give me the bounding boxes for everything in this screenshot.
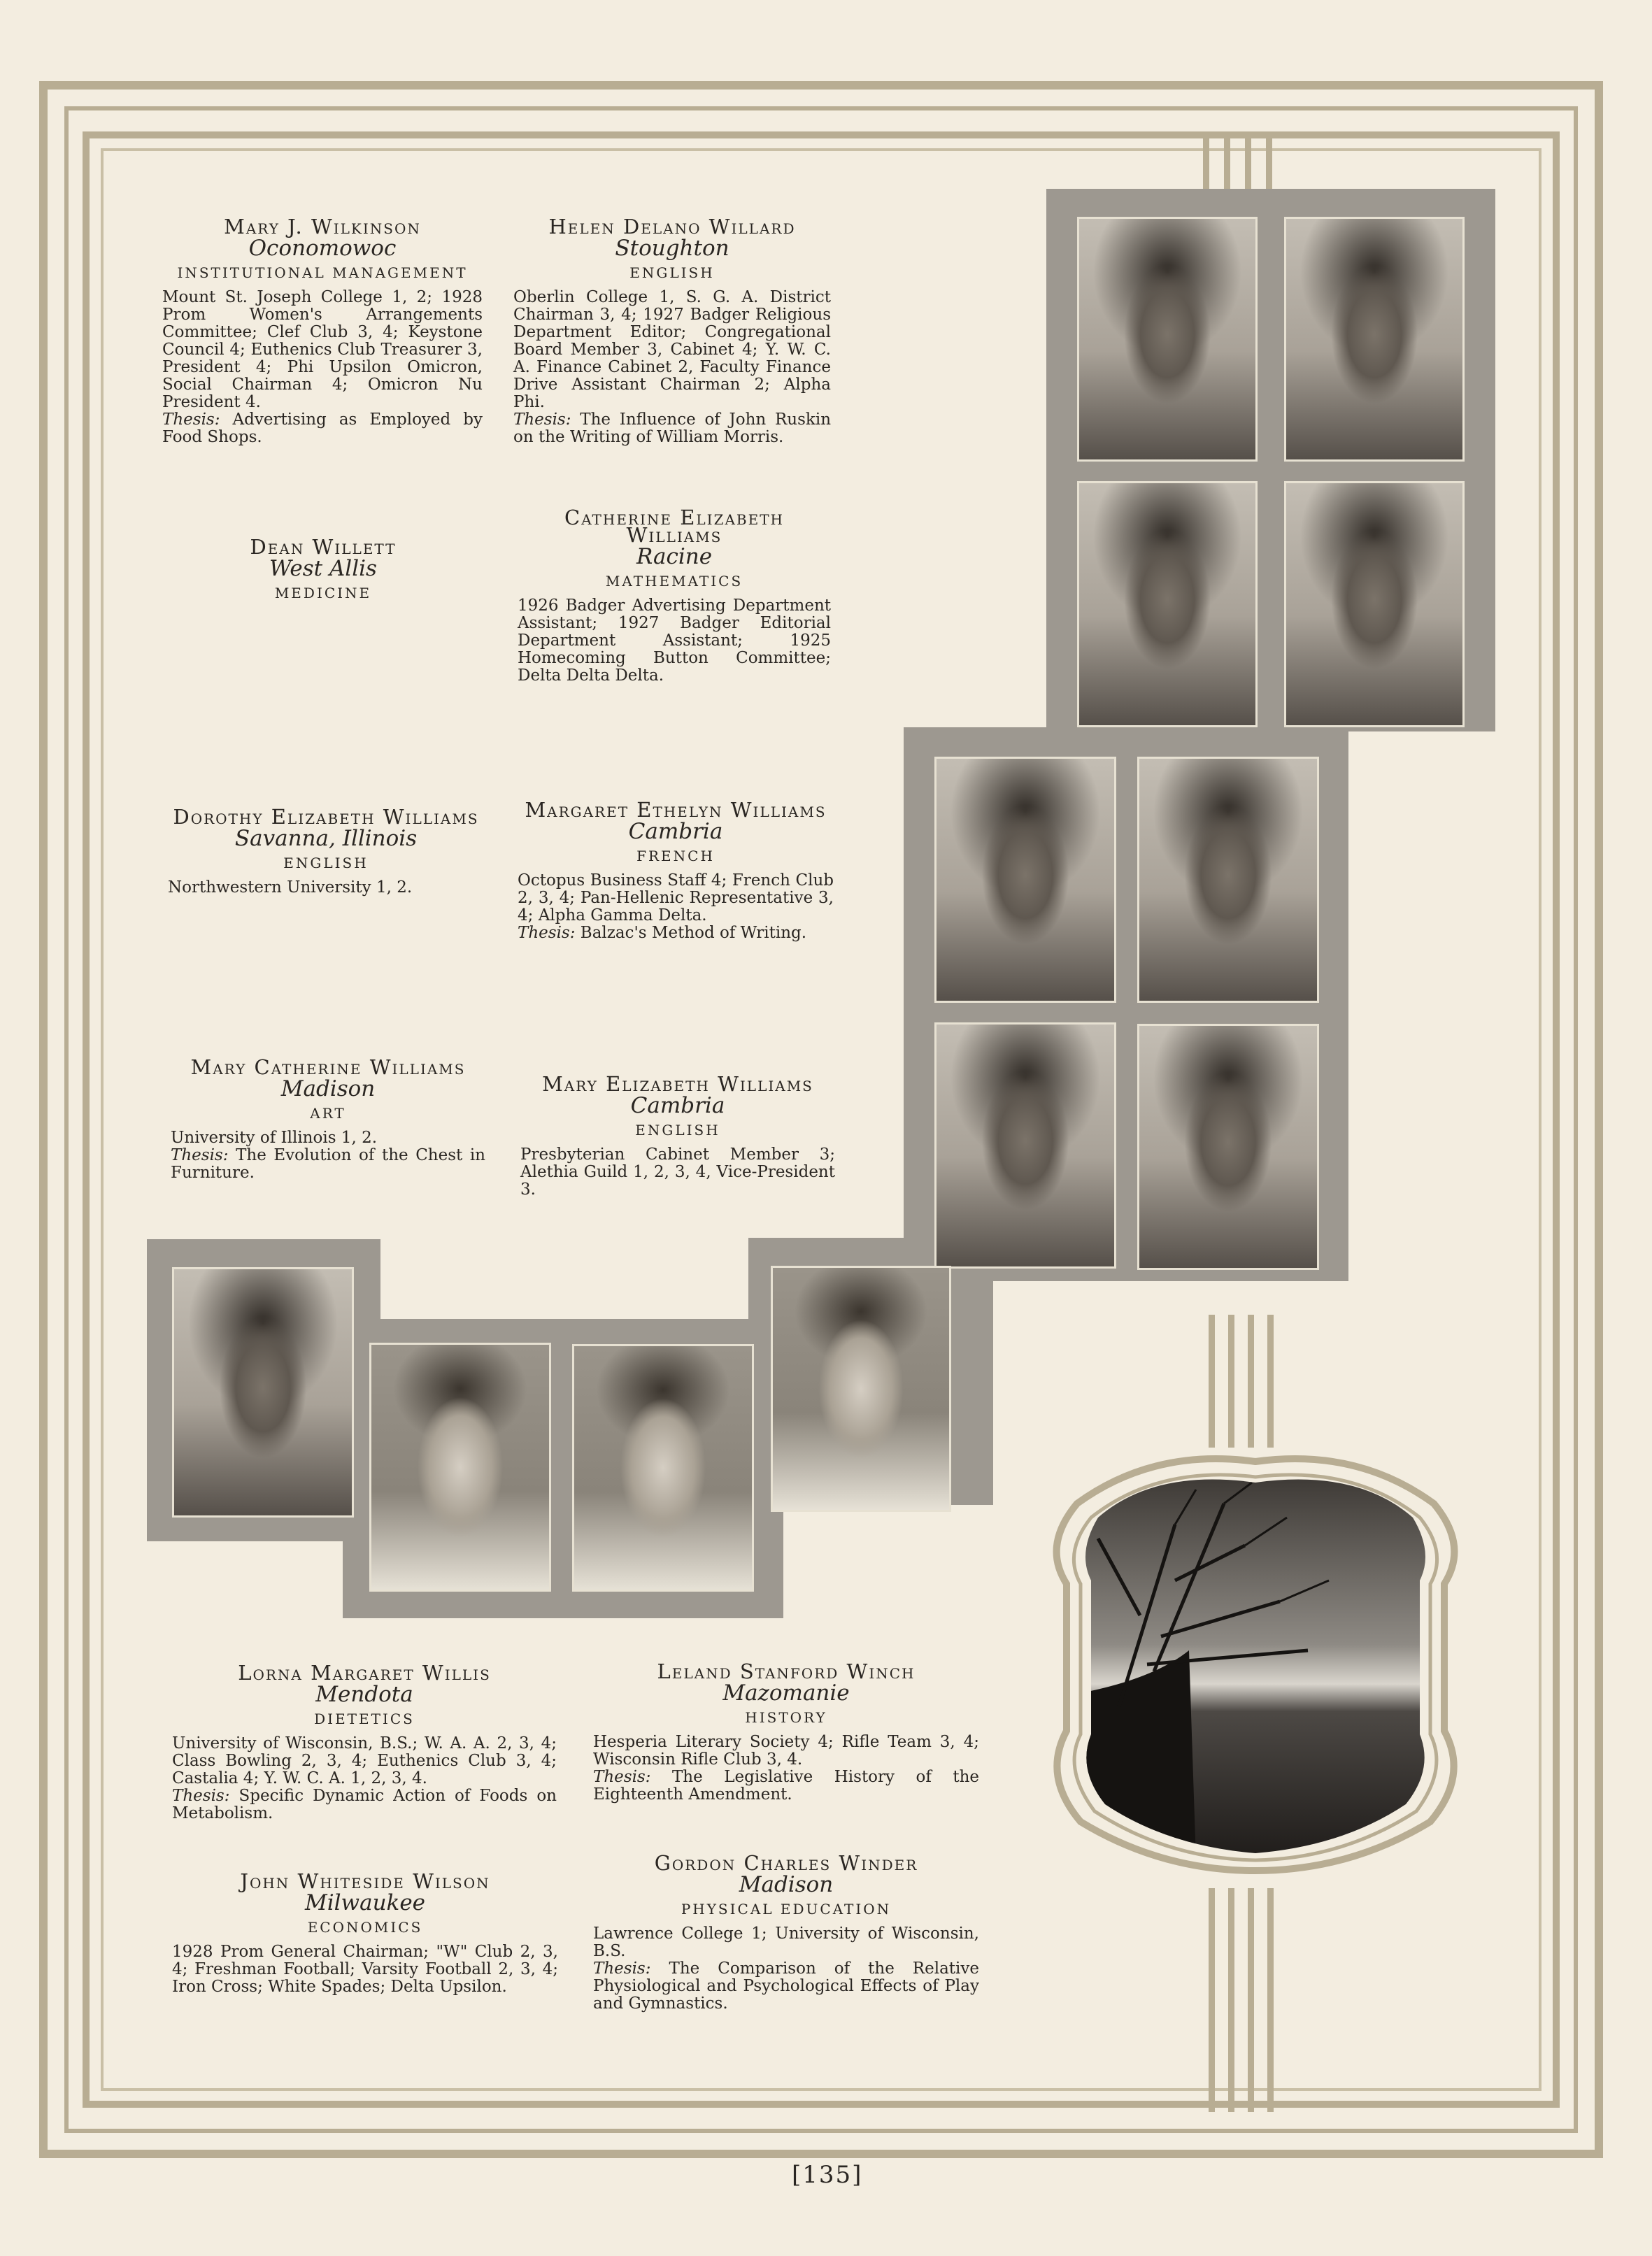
portrait-photo [1077,217,1258,462]
thesis-title: The Legislative History of the Eighteenth Amendment. [593,1768,980,1804]
activities: Northwestern University 1, 2. [168,878,413,897]
activities: 1926 Badger Advertising Department Assistant; 1927 Badger Editorial Department Assistant; 1925 Homecoming Button Committee; Delta Delta Delta. [518,597,831,685]
activities: Octopus Business Staff 4; French Club 2, 3, 4; Pan-Hellenic Representative 3, 4; Alpha Gamma Delta. [518,871,834,924]
hometown: Stoughton [615,236,729,261]
hometown: Mendota [315,1682,413,1707]
student-name: Margaret Ethelyn Williams [525,798,827,822]
thesis [171,1147,485,1182]
portrait-photo [1137,757,1319,1003]
hometown: Cambria [630,1093,725,1118]
activities: University of Wisconsin, B.S.; W. A. A. 2, 3, 4; Class Bowling 2, 3, 4; Euthenics Club 3, 4; Castalia 4; Y. W. C. A. 1, 2, 3, 4. [172,1734,557,1787]
activities: Presbyterian Cabinet Member 3; Alethia Guild 1, 2, 3, 4, Vice-President 3. [520,1145,835,1199]
senior-entry [172,1869,558,1996]
hometown: Madison [280,1076,376,1101]
portrait-photo [172,1267,354,1518]
student-name: Mary J. Wilkinson [224,215,421,238]
department: MEDICINE [274,585,372,601]
activities: 1928 Prom General Chairman; "W" Club 2, 3, 4; Freshman Football; Varsity Football 2, 3, 4; Iron Cross; White Spades; Delta Upsilon. [172,1943,558,1996]
thesis-label: Thesis: [513,410,571,429]
thesis-title: The Influence of John Ruskin on the Writing of William Morris. [513,410,832,446]
senior-entry [593,1851,980,2013]
thesis-label: Thesis: [518,924,576,942]
portrait-photo [934,1022,1116,1269]
thesis-label: Thesis: [593,1959,651,1978]
thesis-title: The Evolution of the Chest in Furniture. [171,1146,485,1182]
hometown: Cambria [628,819,723,844]
portrait-photo [369,1343,551,1592]
hometown: Racine [636,544,713,569]
senior-entry [171,1055,485,1182]
senior-entry [168,805,484,897]
portrait-photo [572,1344,754,1592]
department: PHYSICAL EDUCATION [681,1901,892,1918]
senior-entry [520,1072,835,1199]
thesis-label: Thesis: [171,1146,229,1164]
ornament-line [1267,1315,1274,1448]
department: DIETETICS [314,1711,415,1727]
student-name: Dorothy Elizabeth Williams [173,805,479,829]
activities: Oberlin College 1, S. G. A. District Chairman 3, 4; 1927 Badger Religious Department Editor; Congregational Board Member 3, Cabinet 4; Y. W. C. A. Finance Cabinet 2, Faculty Finance Drive Assistant Chairman 2; Alpha Phi. [513,288,831,411]
activities: University of Illinois 1, 2. [171,1129,378,1147]
student-name: Gordon Charles Winder [654,1851,918,1875]
hometown: West Allis [269,556,377,581]
student-name: Mary Catherine Williams [190,1055,466,1079]
student-name: Helen Delano Willard [548,215,796,238]
ornament-line [1245,131,1251,194]
portrait-photo [771,1266,951,1512]
thesis-title: Specific Dynamic Action of Foods on Metabolism. [172,1787,557,1822]
ornament-line [1228,1315,1234,1448]
page-number: [135] [792,2161,863,2189]
department: ART [310,1105,346,1122]
ornament-line [1209,1888,1215,2112]
student-name: Catherine Elizabeth Williams [564,506,784,547]
thesis [172,1787,557,1822]
landscape-vignette [1014,1441,1497,1874]
senior-entry [162,215,483,446]
activities: Lawrence College 1; University of Wisconsin, B.S. [593,1925,979,1960]
department: MATHEMATICS [605,573,743,590]
ornament-line [1209,1315,1215,1448]
senior-entry [518,798,834,942]
department: INSTITUTIONAL MANAGEMENT [177,264,468,281]
ornament-line [1224,131,1230,194]
thesis [593,1960,979,2013]
ornament-line [1248,1888,1254,2112]
ornament-line [1248,1315,1254,1448]
thesis [518,924,834,942]
ornament-line [1267,1888,1274,2112]
department: ENGLISH [283,855,369,871]
student-name: Leland Stanford Winch [657,1659,916,1683]
thesis-title: Balzac's Method of Writing. [580,924,807,942]
senior-entry [197,535,449,609]
thesis-label: Thesis: [172,1787,230,1805]
hometown: Milwaukee [304,1890,426,1915]
activities: Hesperia Literary Society 4; Rifle Team 3, 4; Wisconsin Rifle Club 3, 4. [593,1733,979,1769]
portrait-photo [934,757,1116,1003]
department: HISTORY [745,1709,827,1726]
ornament-line [1203,131,1209,194]
hometown: Savanna, Illinois [234,826,418,851]
department: ENGLISH [629,264,715,281]
senior-entry [513,215,832,446]
department: FRENCH [636,848,715,864]
thesis-label: Thesis: [593,1768,651,1786]
portrait-photo [1284,217,1465,462]
department: ECONOMICS [307,1919,423,1936]
thesis [593,1769,979,1804]
activities: Mount St. Joseph College 1, 2; 1928 Prom Women's Arrangements Committee; Clef Club 3, 4; Keystone Council 4; Euthenics Club Treasurer 3, President 4; Phi Upsilon Omicron, Social Chairman 4; Omicron Nu President 4. [162,288,483,411]
student-name: John Whiteside Wilson [240,1869,490,1893]
thesis [162,411,483,446]
senior-entry [172,1661,557,1822]
ornament-line [1266,131,1272,194]
department: ENGLISH [635,1122,720,1138]
portrait-photo [1137,1024,1319,1270]
thesis-label: Thesis: [162,410,220,429]
student-name: Dean Willett [250,535,397,559]
hometown: Oconomowoc [248,236,397,261]
thesis-title: The Comparison of the Relative Physiological and Psychological Effects of Play and Gymnastics. [593,1959,980,2013]
hometown: Madison [739,1872,834,1897]
thesis-title: Advertising as Employed by Food Shops. [162,410,483,446]
portrait-photo [1077,481,1258,727]
ornament-line [1228,1888,1234,2112]
portrait-photo [1284,481,1465,727]
student-name: Lorna Margaret Willis [238,1661,491,1685]
student-name: Mary Elizabeth Williams [542,1072,813,1096]
senior-entry [593,1659,980,1804]
hometown: Mazomanie [722,1680,850,1706]
senior-entry [518,506,831,685]
thesis [513,411,831,446]
